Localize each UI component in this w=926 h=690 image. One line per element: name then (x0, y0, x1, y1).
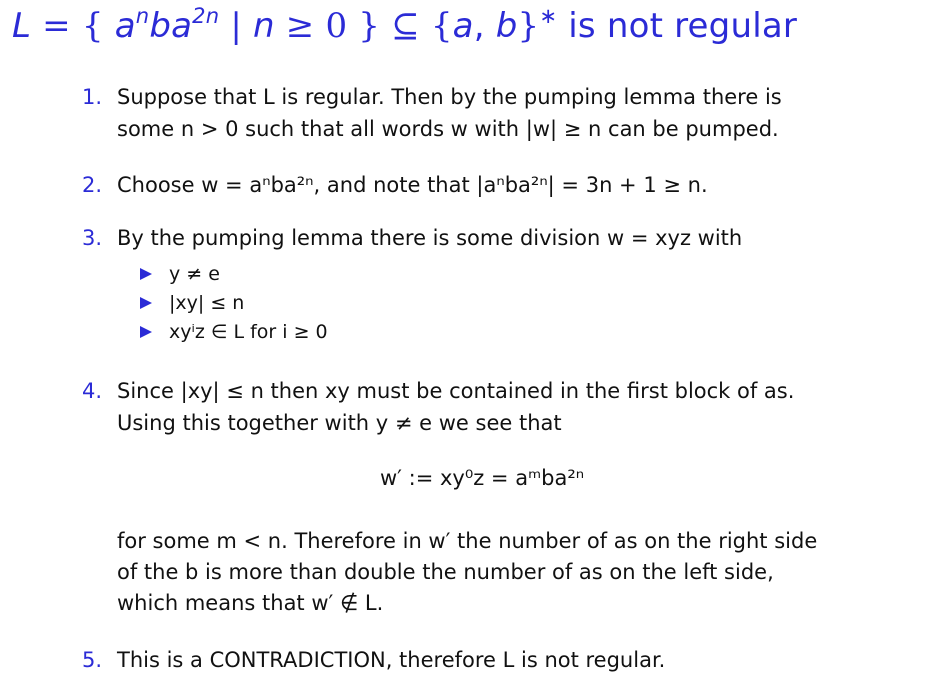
slide-title: L = { $a^nba^{2n}$ | n ≥ 0 } ⊆ {a, b}∗ is not regular (12, 2, 798, 46)
step-1-line-2: some n > 0 such that all words w with |w| ≥ n can be pumped. (117, 117, 779, 141)
step-4-line-2: Using this together with y ≠ e we see that (117, 411, 562, 435)
step-4-line-3: for some m < n. Therefore in w′ the number of as on the right side (117, 529, 818, 553)
step-number: 5. (82, 648, 103, 672)
step-1-line-1: Suppose that L is regular. Then by the pumping lemma there is (117, 85, 782, 109)
step-number: 1. (82, 85, 103, 109)
title-lhs: L (12, 6, 32, 46)
step-4-line-4: of the b is more than double the number of as on the left side, (117, 560, 774, 584)
step-number: 2. (82, 173, 103, 197)
triangle-bullet-icon (140, 268, 152, 280)
step-4-line-1: Since |xy| ≤ n then xy must be contained in the first block of as. (117, 379, 795, 403)
step-3-line-1: By the pumping lemma there is some division w = xyz with (117, 226, 743, 250)
slide: L = { $a^nba^{2n}$ | n ≥ 0 } ⊆ {a, b}∗ is not regular 1. Suppose that L is regular. Then by the pumping lemma there is some n > 0 such that all words w with |w| ≥ n can be pumped. 2. Choose w = aⁿba²ⁿ, and note that |aⁿba²ⁿ| = 3n + 1 ≥ n. 3. By the pumping lemma there is some division w = xyz with y ≠ e |xy| ≤ n xyⁱz ∈ L for i ≥ 0 4. Since |xy| ≤ n then xy must be contained in the first block of as. Using this together with y ≠ e we see that for some m < n. Therefore in w′ the number of as on the right side of the b is more than double the number of as on the left side, which means that w′ ∉ L. w′ := xy⁰z = aᵐba²ⁿ 5. This is a CONTRADICTION, therefore L is not regular. (0, 0, 926, 690)
step-number: 3. (82, 226, 103, 250)
display-equation: w′ := xy⁰z = aᵐba²ⁿ (380, 466, 585, 490)
step-5-line-1: This is a CONTRADICTION, therefore L is not regular. (117, 648, 666, 672)
step-number: 4. (82, 379, 103, 403)
step-4-line-5: which means that w′ ∉ L. (117, 591, 384, 615)
step-2-line-1: Choose w = aⁿba²ⁿ, and note that |aⁿba²ⁿ| = 3n + 1 ≥ n. (117, 173, 708, 197)
triangle-bullet-icon (140, 326, 152, 338)
triangle-bullet-icon (140, 297, 152, 309)
title-tail: is not regular (568, 6, 798, 46)
